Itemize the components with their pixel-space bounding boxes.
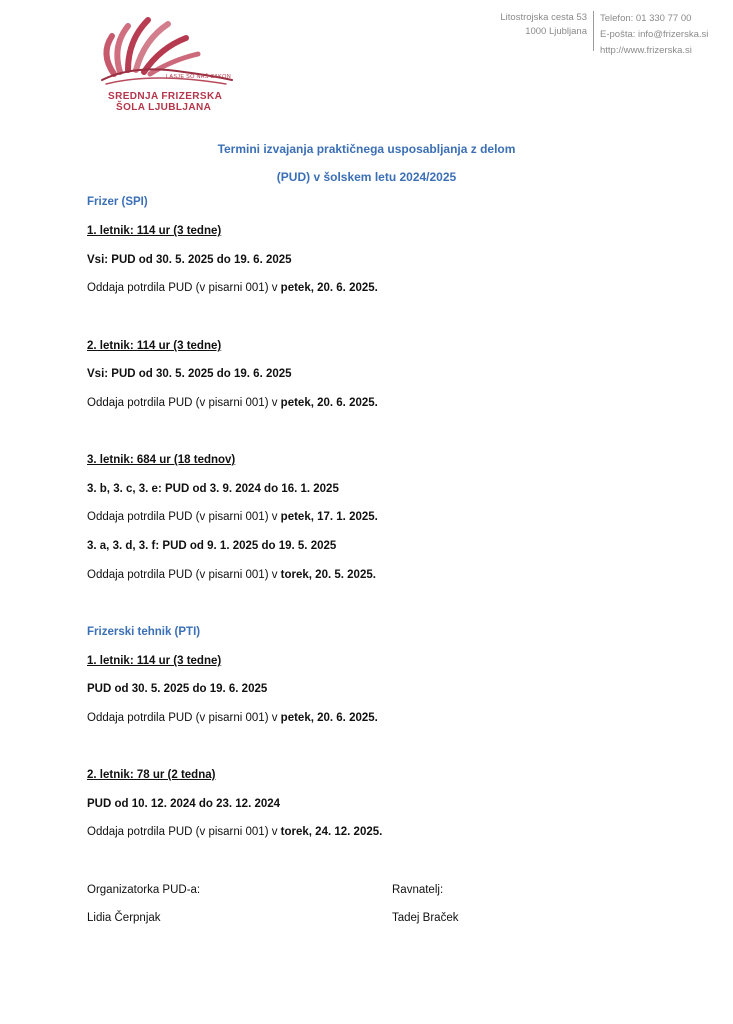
- contact-email[interactable]: E-pošta: info@frizerska.si: [600, 29, 709, 40]
- spi-year2-heading: 2. letnik: 114 ur (3 tedne): [87, 340, 222, 352]
- oddaja-date: petek, 20. 6. 2025.: [280, 397, 378, 409]
- oddaja-date: torek, 20. 5. 2025.: [280, 569, 376, 581]
- oddaja-date: petek, 17. 1. 2025.: [280, 511, 378, 523]
- section-heading-pti: Frizerski tehnik (PTI): [87, 626, 201, 638]
- pti-year2-heading: 2. letnik: 78 ur (2 tedna): [87, 769, 216, 781]
- school-name-line1: SREDNJA FRIZERSKA: [108, 91, 223, 102]
- oddaja-text: Oddaja potrdila PUD (v pisarni 001) v: [87, 511, 281, 523]
- signature-left-role: Organizatorka PUD-a:: [87, 884, 201, 896]
- school-contact: [600, 11, 708, 59]
- spi-year2-pud: Vsi: PUD od 30. 5. 2025 do 19. 6. 2025: [87, 368, 292, 380]
- document-title-line1: Termini izvajanja praktičnega usposabljanja z delom: [217, 142, 516, 156]
- spi-year3-heading: 3. letnik: 684 ur (18 tednov): [87, 454, 236, 466]
- oddaja-date: petek, 20. 6. 2025.: [280, 712, 378, 724]
- pti-year1-pud: PUD od 30. 5. 2025 do 19. 6. 2025: [87, 683, 268, 695]
- school-logo: [94, 14, 244, 114]
- logo-tagline: LASJE SO NAŠ ZAKON: [166, 74, 232, 80]
- oddaja-date: torek, 24. 12. 2025.: [280, 826, 383, 838]
- oddaja-text: Oddaja potrdila PUD (v pisarni 001) v: [87, 282, 281, 294]
- oddaja-text: Oddaja potrdila PUD (v pisarni 001) v: [87, 569, 281, 581]
- oddaja-date: petek, 20. 6. 2025.: [280, 282, 378, 294]
- contact-phone: Telefon: 01 330 77 00: [600, 13, 692, 24]
- contact-website[interactable]: http://www.frizerska.si: [600, 45, 692, 56]
- document-title-line2: (PUD) v šolskem letu 2024/2025: [276, 170, 457, 184]
- section-heading-spi: Frizer (SPI): [87, 196, 148, 208]
- signature-left-name: Lidia Čerpnjak: [87, 912, 161, 924]
- header-divider: [593, 11, 594, 51]
- spi-year3-oddaja-b: [87, 569, 376, 581]
- oddaja-text: Oddaja potrdila PUD (v pisarni 001) v: [87, 397, 281, 409]
- pti-year2-oddaja: [87, 826, 382, 838]
- address-street: Litostrojska cesta 53: [500, 12, 587, 23]
- spi-year3-pud-group-a: 3. b, 3. c, 3. e: PUD od 3. 9. 2024 do 16. 1. 2025: [87, 483, 339, 495]
- spi-year3-pud-group-b: 3. a, 3. d, 3. f: PUD od 9. 1. 2025 do 19. 5. 2025: [87, 540, 337, 552]
- spi-year1-pud: Vsi: PUD od 30. 5. 2025 do 19. 6. 2025: [87, 254, 292, 266]
- oddaja-text: Oddaja potrdila PUD (v pisarni 001) v: [87, 712, 281, 724]
- oddaja-text: Oddaja potrdila PUD (v pisarni 001) v: [87, 826, 281, 838]
- spi-year1-oddaja: [87, 282, 378, 294]
- signature-right-role: Ravnatelj:: [392, 884, 444, 896]
- school-address: [500, 11, 587, 39]
- address-city: 1000 Ljubljana: [525, 26, 587, 37]
- school-name-line2: ŠOLA LJUBLJANA: [116, 102, 212, 113]
- pti-year1-heading: 1. letnik: 114 ur (3 tedne): [87, 655, 222, 667]
- spi-year1-heading: 1. letnik: 114 ur (3 tedne): [87, 225, 222, 237]
- spi-year2-oddaja: [87, 397, 378, 409]
- pti-year1-oddaja: [87, 712, 378, 724]
- signature-right-name: Tadej Braček: [392, 912, 459, 924]
- spi-year3-oddaja-a: [87, 511, 378, 523]
- logo-rays-icon: [94, 14, 244, 94]
- pti-year2-pud: PUD od 10. 12. 2024 do 23. 12. 2024: [87, 798, 281, 810]
